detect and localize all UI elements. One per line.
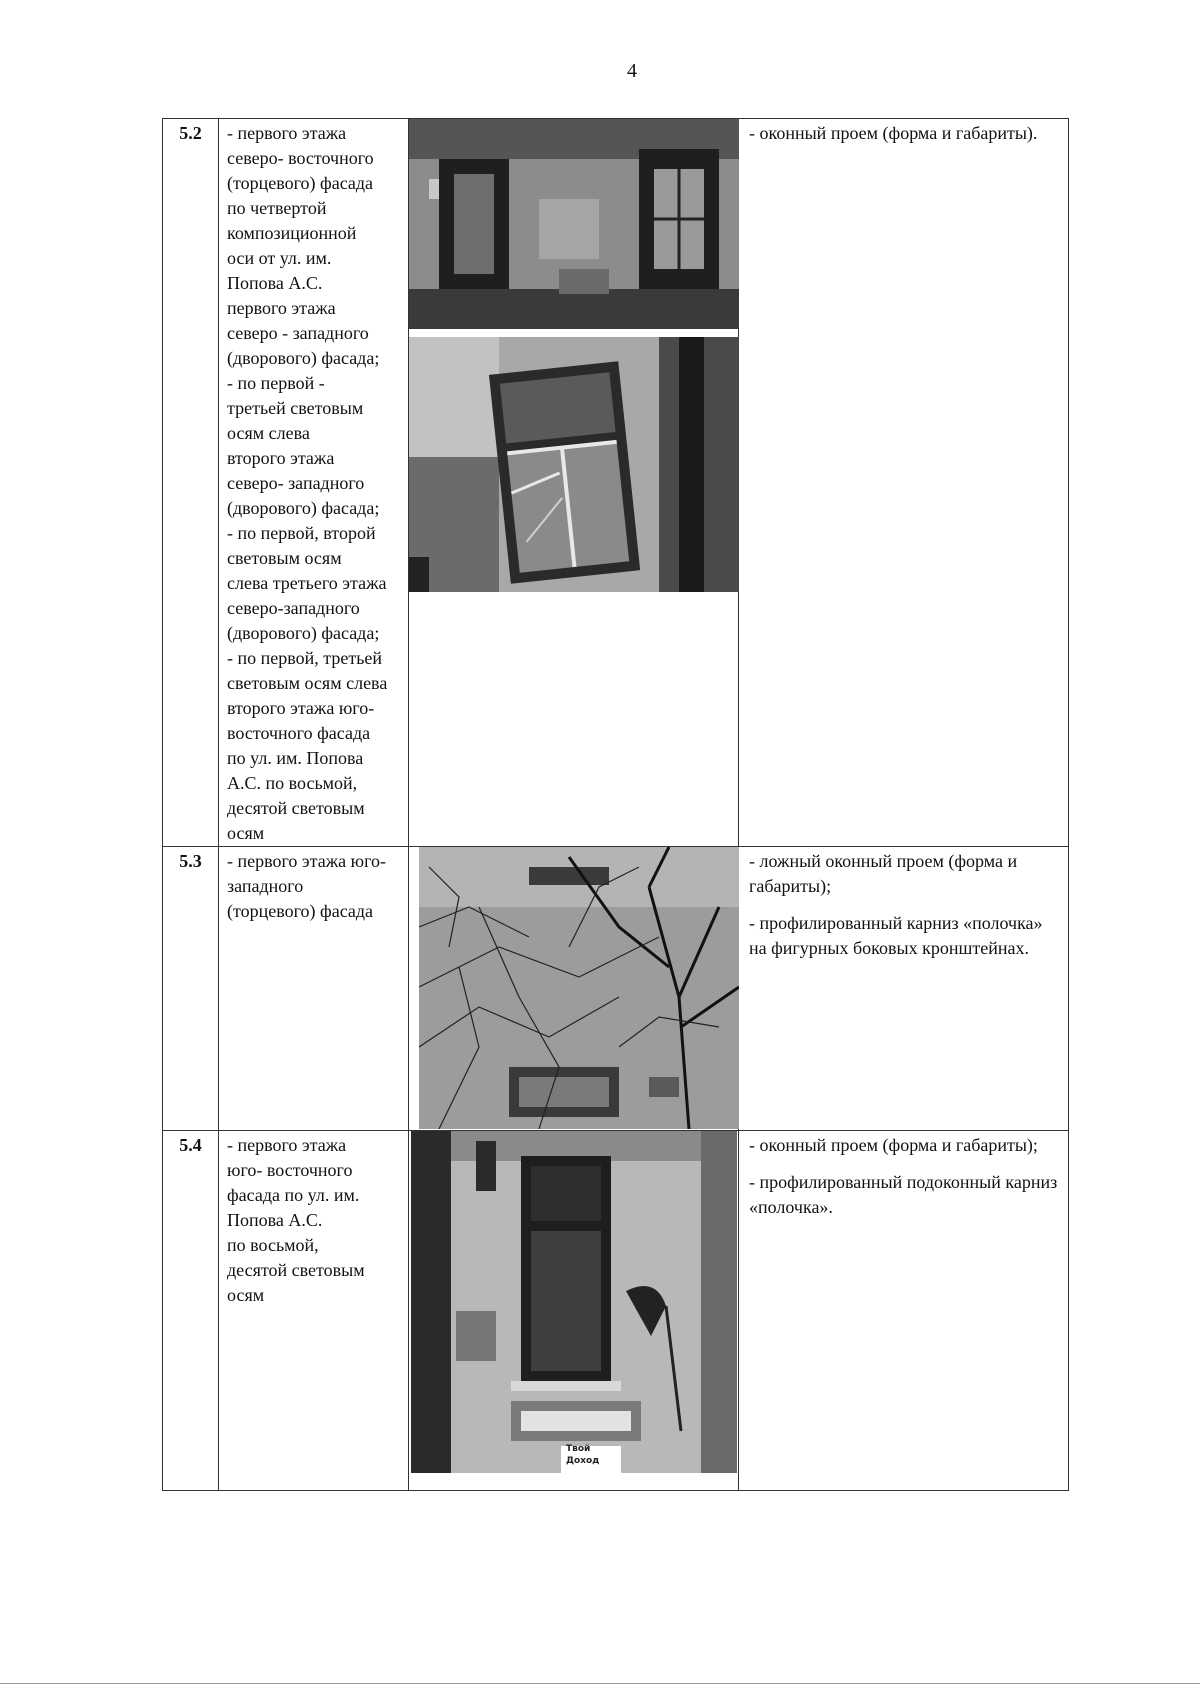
- facade-elements-table: [162, 118, 1069, 1491]
- description-line: второго этажа юго-: [227, 698, 375, 718]
- photo-cell: [409, 847, 739, 1131]
- description-line: Попова А.С.: [227, 1210, 323, 1230]
- description-line: - по первой, второй: [227, 523, 376, 543]
- description-line: третьей световым: [227, 398, 364, 418]
- description-line: десятой световым: [227, 1260, 365, 1280]
- protected-element-item: - профилированный карниз «полочка» на фигурных боковых кронштейнах.: [749, 913, 1043, 958]
- description-line: слева третьего этажа: [227, 573, 387, 593]
- table-row: [163, 1131, 1069, 1491]
- facade-photo-windows: [409, 119, 739, 329]
- description-line: западного: [227, 876, 304, 896]
- protected-element-item: - оконный проем (форма и габариты).: [749, 123, 1038, 143]
- description-line: по ул. им. Попова: [227, 748, 364, 768]
- description-line: по восьмой,: [227, 1235, 319, 1255]
- protected-elements: [739, 119, 1069, 847]
- facade-photo-window-frame: [409, 337, 739, 592]
- description-line: А.С. по восьмой,: [227, 773, 358, 793]
- description-line: восточного фасада: [227, 723, 371, 743]
- protected-element-item: - оконный проем (форма и габариты);: [749, 1135, 1038, 1155]
- row-number: 5.3: [163, 847, 219, 1131]
- description-line: световым осям слева: [227, 673, 388, 693]
- description-line: северо - западного: [227, 323, 369, 343]
- description-line: северо- западного: [227, 473, 365, 493]
- description-line: - первого этажа: [227, 1135, 347, 1155]
- row-number: 5.2: [163, 119, 219, 847]
- description-line: - по первой -: [227, 373, 325, 393]
- description-line: - первого этажа: [227, 123, 347, 143]
- protected-elements: [739, 1131, 1069, 1491]
- description-line: (дворового) фасада;: [227, 623, 380, 643]
- row-number: 5.4: [163, 1131, 219, 1491]
- description-line: по четвертой: [227, 198, 327, 218]
- description-line: северо- восточного: [227, 148, 374, 168]
- location-description: [219, 1131, 409, 1491]
- description-line: фасада по ул. им.: [227, 1185, 360, 1205]
- description-line: осям слева: [227, 423, 310, 443]
- description-line: второго этажа: [227, 448, 335, 468]
- description-line: юго- восточного: [227, 1160, 353, 1180]
- page-bottom-rule: [0, 1683, 1200, 1684]
- description-line: десятой световым: [227, 798, 365, 818]
- description-line: первого этажа: [227, 298, 336, 318]
- photo-cell: [409, 119, 739, 847]
- description-line: северо-западного: [227, 598, 360, 618]
- description-line: композиционной: [227, 223, 357, 243]
- location-description: [219, 847, 409, 1131]
- table-row: [163, 847, 1069, 1131]
- page-number: 4: [627, 60, 637, 82]
- description-line: осям: [227, 823, 265, 843]
- sign-line: Твой: [566, 1444, 591, 1454]
- photo-sign-text: [566, 1443, 599, 1467]
- description-line: оси от ул. им.: [227, 248, 332, 268]
- description-line: (торцевого) фасада: [227, 901, 374, 921]
- description-line: световым осям: [227, 548, 342, 568]
- table-row: [163, 119, 1069, 847]
- facade-photo-door-window: [411, 1131, 737, 1473]
- facade-photo-trees: [419, 847, 739, 1129]
- description-line: (торцевого) фасада: [227, 173, 374, 193]
- description-line: (дворового) фасада;: [227, 348, 380, 368]
- protected-element-item: - ложный оконный проем (форма и габариты);: [749, 851, 1018, 896]
- photo-cell: [409, 1131, 739, 1491]
- description-line: Попова А.С.: [227, 273, 323, 293]
- protected-element-item: - профилированный подоконный карниз «полочка».: [749, 1172, 1058, 1217]
- protected-elements: [739, 847, 1069, 1131]
- sign-line: Доход: [566, 1456, 600, 1466]
- description-line: (дворового) фасада;: [227, 498, 380, 518]
- description-line: - первого этажа юго-: [227, 851, 387, 871]
- location-description: [219, 119, 409, 847]
- description-line: осям: [227, 1285, 265, 1305]
- description-line: - по первой, третьей: [227, 648, 383, 668]
